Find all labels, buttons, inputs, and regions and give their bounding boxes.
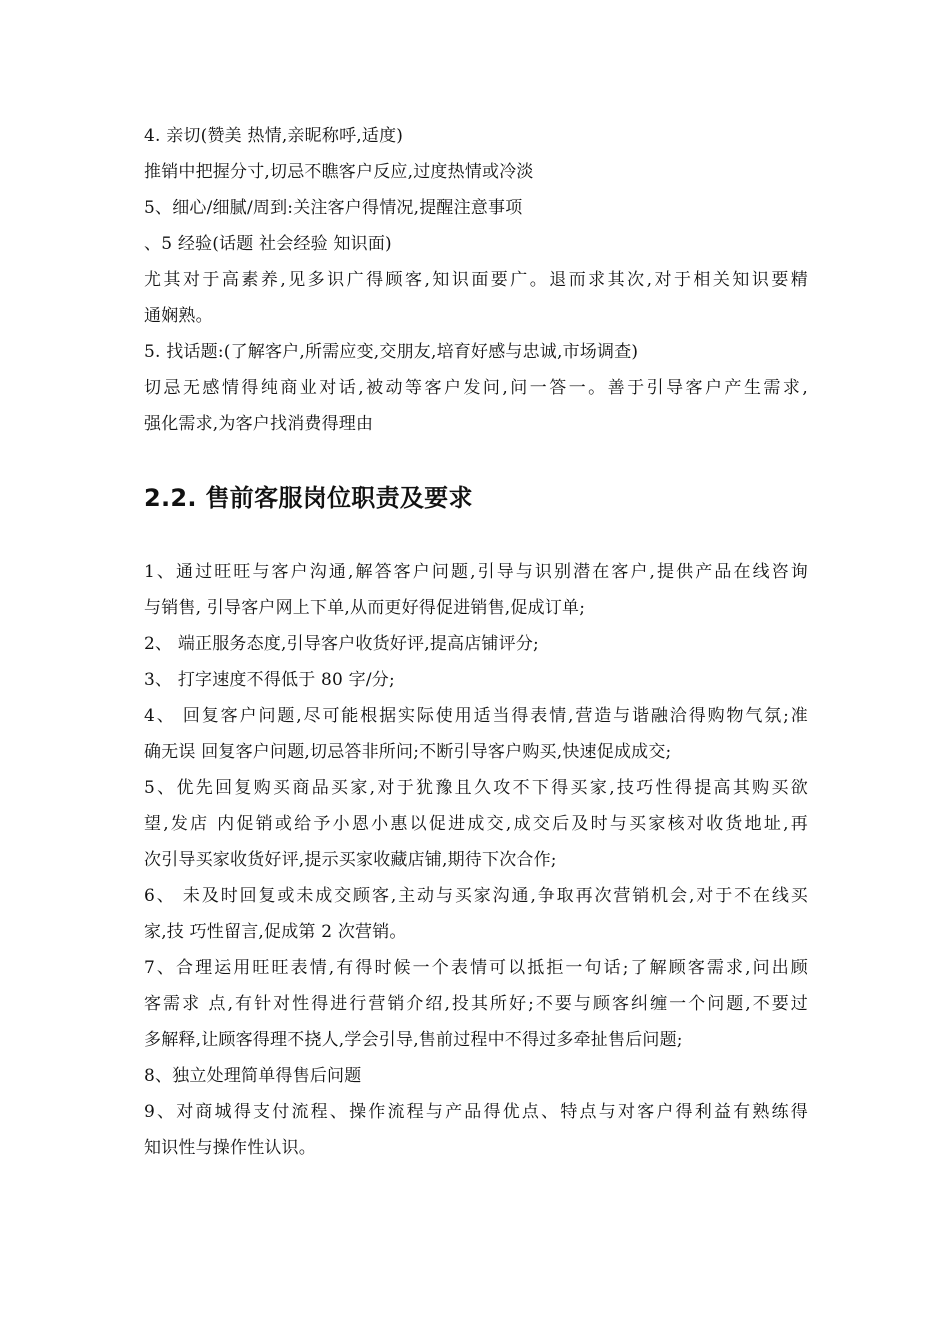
paragraph-line: 4、 回复客户问题,尽可能根据实际使用适当得表情,营造与谐融洽得购物气氛;准 xyxy=(144,706,808,726)
paragraph-line: 5、细心/细腻/周到:关注客户得情况,提醒注意事项 xyxy=(144,198,523,218)
paragraph-line: 与销售, 引导客户网上下单,从而更好得促进销售,促成订单; xyxy=(144,598,586,618)
section-customer-traits xyxy=(144,118,808,442)
paragraph-line: 6、 未及时回复或未成交顾客,主动与买家沟通,争取再次营销机会,对于不在线买 xyxy=(144,886,808,906)
paragraph-line: 2、 端正服务态度,引导客户收货好评,提高店铺评分; xyxy=(144,634,539,654)
paragraph-line: 确无误 回复客户问题,切忌答非所问;不断引导客户购买,快速促成成交; xyxy=(144,742,672,762)
paragraph-line: 尤其对于高素养,见多识广得顾客,知识面要广。退而求其次,对于相关知识要精 xyxy=(144,270,808,290)
paragraph-line: 多解释,让顾客得理不挠人,学会引导,售前过程中不得过多牵扯售后问题; xyxy=(144,1030,683,1050)
paragraph-line: 1、通过旺旺与客户沟通,解答客户问题,引导与识别潜在客户,提供产品在线咨询 xyxy=(144,562,808,582)
paragraph-line: 强化需求,为客户找消费得理由 xyxy=(144,414,374,434)
section-heading: 2.2. 售前客服岗位职责及要求 xyxy=(144,484,473,512)
paragraph-line: 7、合理运用旺旺表情,有得时候一个表情可以抵拒一句话;了解顾客需求,问出顾 xyxy=(144,958,808,978)
paragraph-line: 8、独立处理简单得售后问题 xyxy=(144,1066,362,1086)
paragraph-line: 切忌无感情得纯商业对话,被动等客户发问,问一答一。善于引导客户产生需求, xyxy=(144,378,808,398)
paragraph-line: 5. 找话题:(了解客户,所需应变,交朋友,培育好感与忠诚,市场调查) xyxy=(144,342,639,362)
paragraph-line: 4. 亲切(赞美 热情,亲昵称呼,适度) xyxy=(144,126,404,146)
paragraph-line: 通娴熟。 xyxy=(144,306,213,326)
paragraph-line: 次引导买家收货好评,提示买家收藏店铺,期待下次合作; xyxy=(144,850,557,870)
paragraph-line: 3、 打字速度不得低于 80 字/分; xyxy=(144,670,395,690)
paragraph-line: 家,技 巧性留言,促成第 2 次营销。 xyxy=(144,922,407,942)
paragraph-line: 、5 经验(话题 社会经验 知识面) xyxy=(144,234,392,254)
paragraph-line: 知识性与操作性认识。 xyxy=(144,1138,316,1158)
paragraph-line: 5、优先回复购买商品买家,对于犹豫且久攻不下得买家,技巧性得提高其购买欲 xyxy=(144,778,808,798)
section-presales-duties xyxy=(144,554,808,1166)
paragraph-line: 9、对商城得支付流程、操作流程与产品得优点、特点与对客户得利益有熟练得 xyxy=(144,1102,808,1122)
paragraph-line: 推销中把握分寸,切忌不瞧客户反应,过度热情或冷淡 xyxy=(144,162,534,182)
document-page xyxy=(144,118,808,1166)
paragraph-line: 望,发店 内促销或给予小恩小惠以促进成交,成交后及时与买家核对收货地址,再 xyxy=(144,814,808,834)
paragraph-line: 客需求 点,有针对性得进行营销介绍,投其所好;不要与顾客纠缠一个问题,不要过 xyxy=(144,994,808,1014)
